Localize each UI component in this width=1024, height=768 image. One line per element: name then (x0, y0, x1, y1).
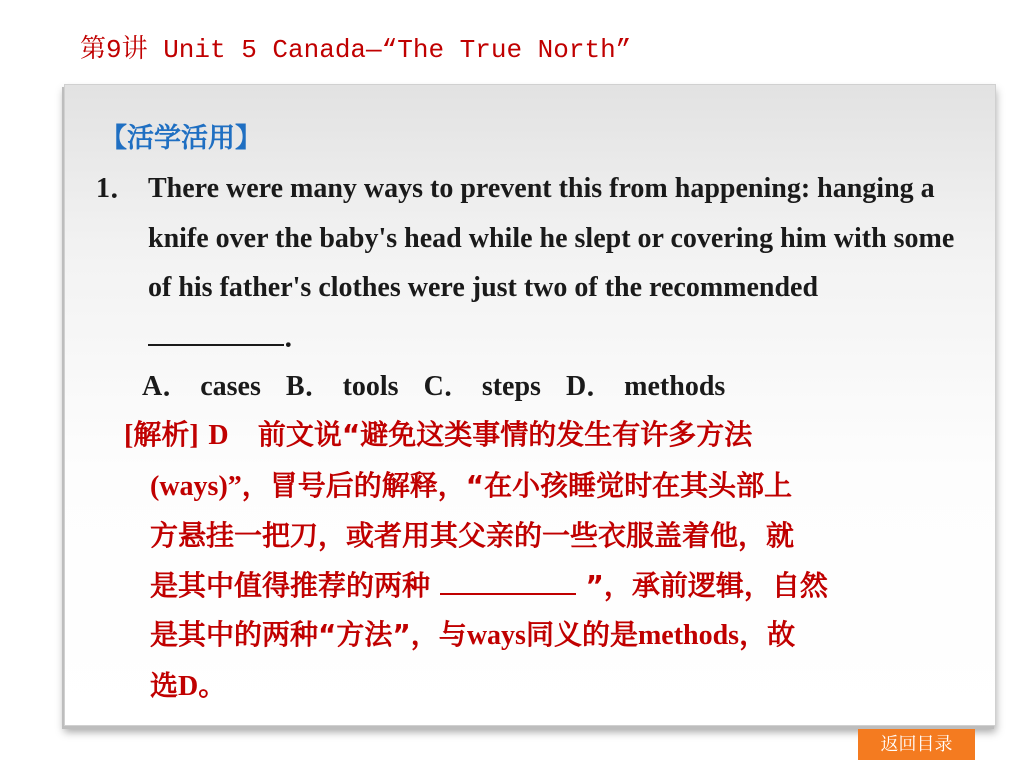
analysis-text-2: ，冒号后的解释，“在小孩睡觉时在其头部上 (241, 468, 793, 502)
analysis-line-4 (124, 561, 974, 611)
analysis-text-6b: 。 (198, 668, 227, 702)
analysis-text-4a: 是其中值得推荐的两种 (150, 568, 431, 602)
option-a (142, 362, 261, 412)
answer-options (142, 362, 976, 412)
analysis-line-6 (124, 661, 974, 712)
option-b-text: tools (342, 371, 399, 402)
analysis-line-1 (124, 410, 974, 461)
question-number: 1． (96, 173, 139, 204)
option-a-text: cases (200, 371, 261, 402)
back-to-contents-button[interactable]: 返回目录 (858, 729, 975, 760)
question-row (96, 164, 976, 362)
analysis-ways-word: ways (466, 620, 526, 651)
option-c-text: steps (481, 371, 541, 402)
analysis-text-5a: 是其中的两种“方法”，与 (150, 618, 467, 651)
analysis-label: [解析] (124, 420, 199, 451)
question-stem-text: There were many ways to prevent this from happening: hanging a knife over the baby's head while he slept or covering him with some of his father's clothes were just two of the recommended (148, 173, 955, 303)
analysis-text-5b: 同义的是 (525, 618, 638, 651)
analysis-line-2 (124, 461, 974, 512)
question-stem (148, 164, 960, 362)
option-d (566, 362, 725, 412)
section-heading: 【活学活用】 (100, 123, 262, 154)
analysis-blank (440, 573, 576, 595)
analysis-text-1: 前文说“避免这类事情的发生有许多方法 (257, 418, 753, 451)
option-c (424, 362, 541, 412)
analysis-line-5 (124, 610, 974, 661)
question-stem-end: ． (284, 321, 313, 353)
option-d-letter: D． (565, 371, 615, 402)
answer-blank (148, 324, 284, 346)
analysis-block (124, 410, 974, 711)
option-a-letter: A． (142, 371, 191, 402)
analysis-text-4b: ”，承前逻辑，自然 (585, 568, 828, 602)
option-c-letter: C． (423, 371, 472, 402)
question-block (96, 164, 976, 412)
analysis-answer: D (208, 420, 229, 451)
option-d-text: methods (624, 371, 726, 402)
analysis-text-6a: 选 (150, 668, 179, 702)
slide-title: 第9讲 Unit 5 Canada—“The True North” (80, 35, 632, 65)
question-text (148, 164, 960, 362)
analysis-text-3: 方悬挂一把刀，或者用其父亲的一些衣服盖着他，就 (150, 519, 795, 552)
option-b-letter: B． (285, 371, 333, 402)
analysis-line-3 (124, 511, 974, 561)
option-b (286, 362, 399, 412)
analysis-answer-d: D (178, 670, 199, 702)
analysis-ways-note: (ways)” (150, 470, 242, 502)
analysis-methods-word: methods (637, 620, 740, 651)
analysis-text-5c: ，故 (739, 618, 796, 651)
